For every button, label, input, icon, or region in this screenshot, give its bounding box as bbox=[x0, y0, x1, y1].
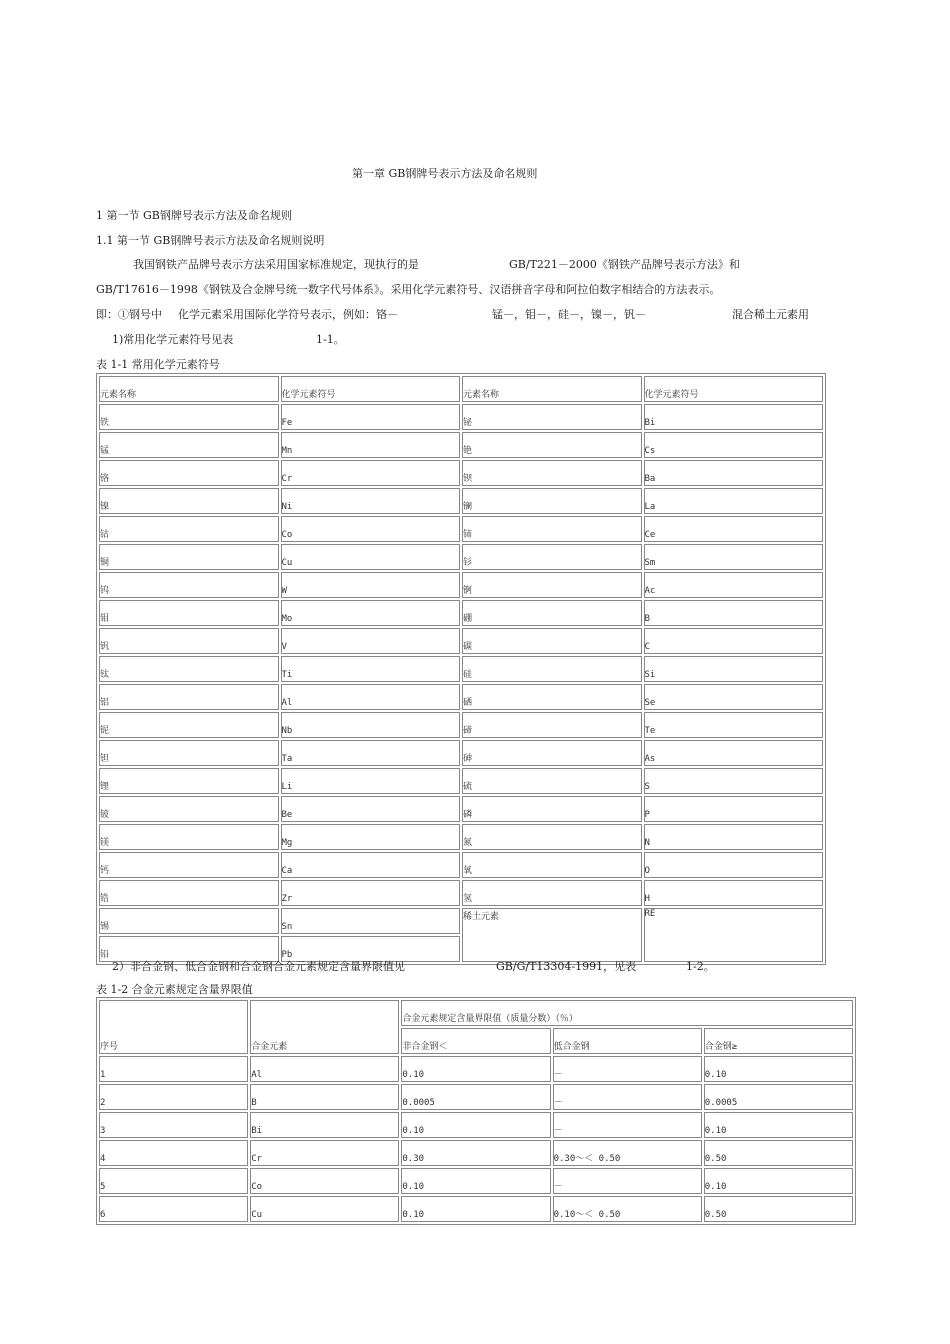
table-cell: 磷 bbox=[462, 796, 642, 822]
table-cell: 钡 bbox=[462, 460, 642, 486]
table-cell: 铜 bbox=[99, 544, 279, 570]
table-cell: Co bbox=[250, 1168, 399, 1194]
header-cell: 非合金钢＜ bbox=[401, 1028, 550, 1054]
table-cell: － bbox=[553, 1168, 702, 1194]
table-cell: 0.10 bbox=[401, 1196, 550, 1222]
header-cell: 化学元素符号 bbox=[281, 376, 461, 402]
table-cell: Cr bbox=[250, 1140, 399, 1166]
table-row bbox=[99, 1168, 853, 1194]
table-row bbox=[99, 684, 823, 710]
header-cell: 合金元素规定含量界限值（质量分数）（％） bbox=[401, 1000, 853, 1026]
table-cell: Pb bbox=[281, 936, 461, 962]
table-cell: 锕 bbox=[462, 572, 642, 598]
table-cell: 铝 bbox=[99, 684, 279, 710]
table-cell: Al bbox=[250, 1056, 399, 1082]
table-cell: Co bbox=[281, 516, 461, 542]
table1-caption: 表 1-1 常用化学元素符号 bbox=[96, 358, 220, 371]
table-cell: Ba bbox=[644, 460, 824, 486]
paragraph-1a: 我国钢铁产品牌号表示方法采用国家标准规定，现执行的是 bbox=[133, 258, 419, 271]
header-cell: 序号 bbox=[99, 1000, 248, 1054]
table-cell: 钽 bbox=[99, 740, 279, 766]
table-cell: 0.50 bbox=[704, 1140, 853, 1166]
table-cell: 钒 bbox=[99, 628, 279, 654]
table-cell: Zr bbox=[281, 880, 461, 906]
table-cell: 0.10～＜ 0.50 bbox=[553, 1196, 702, 1222]
table-cell: 0.10 bbox=[401, 1168, 550, 1194]
table-cell: Te bbox=[644, 712, 824, 738]
table-cell: 0.30 bbox=[401, 1140, 550, 1166]
table-row bbox=[99, 628, 823, 654]
table-row bbox=[99, 768, 823, 794]
table-cell: Nb bbox=[281, 712, 461, 738]
table-cell: As bbox=[644, 740, 824, 766]
paragraph-2: GB/T17616－1998《钢铁及合金牌号统一数字代号体系》。采用化学元素符号、汉语拼音字母和阿拉伯数字相结合的方法表示。 bbox=[96, 283, 721, 296]
table-cell: RE bbox=[644, 908, 824, 962]
table-cell: Al bbox=[281, 684, 461, 710]
table-header-row bbox=[99, 376, 823, 402]
table-cell: Sm bbox=[644, 544, 824, 570]
table-cell: 铬 bbox=[99, 460, 279, 486]
table-cell: 碳 bbox=[462, 628, 642, 654]
table-cell: 砷 bbox=[462, 740, 642, 766]
table-cell: Ca bbox=[281, 852, 461, 878]
table-cell: 0.0005 bbox=[704, 1084, 853, 1110]
table-cell: 4 bbox=[99, 1140, 248, 1166]
page-title: 第一章 GB钢牌号表示方法及命名规则 bbox=[352, 167, 538, 180]
paragraph-3a: 即：①钢号中 bbox=[96, 308, 162, 321]
element-symbol-table bbox=[96, 373, 826, 965]
table-cell: 钼 bbox=[99, 600, 279, 626]
alloy-limit-table bbox=[96, 997, 856, 1225]
paragraph-5c: 1-2。 bbox=[686, 960, 715, 973]
table-row bbox=[99, 656, 823, 682]
table-cell: Bi bbox=[644, 404, 824, 430]
table-cell: 锂 bbox=[99, 768, 279, 794]
table-cell: 硅 bbox=[462, 656, 642, 682]
table-cell: 氧 bbox=[462, 852, 642, 878]
paragraph-4b: 1-1。 bbox=[316, 333, 345, 346]
table-cell: S bbox=[644, 768, 824, 794]
table-cell: 0.10 bbox=[704, 1168, 853, 1194]
table-row bbox=[99, 544, 823, 570]
table-row bbox=[99, 460, 823, 486]
paragraph-4a: 1)常用化学元素符号见表 bbox=[112, 333, 234, 346]
table-cell: 0.0005 bbox=[401, 1084, 550, 1110]
table-cell: 0.10 bbox=[704, 1056, 853, 1082]
table-cell: Ti bbox=[281, 656, 461, 682]
table2-caption: 表 1-2 合金元素规定含量界限值 bbox=[96, 983, 253, 996]
table-cell: Cu bbox=[250, 1196, 399, 1222]
table-cell: 钙 bbox=[99, 852, 279, 878]
table-row bbox=[99, 1140, 853, 1166]
paragraph-1b: GB/T221－2000《钢铁产品牌号表示方法》和 bbox=[509, 258, 740, 271]
table-cell: 0.50 bbox=[704, 1196, 853, 1222]
table-row bbox=[99, 852, 823, 878]
table-cell: － bbox=[553, 1112, 702, 1138]
table-cell: 钛 bbox=[99, 656, 279, 682]
table-cell: 碲 bbox=[462, 712, 642, 738]
table-cell: 铋 bbox=[462, 404, 642, 430]
table-row bbox=[99, 880, 823, 906]
header-cell: 元素名称 bbox=[462, 376, 642, 402]
table-cell: 0.10 bbox=[401, 1112, 550, 1138]
table-cell: 锡 bbox=[99, 908, 279, 934]
paragraph-3c: 锰－，钼－，硅－，镍－，钒－ bbox=[492, 308, 646, 321]
table-cell: － bbox=[553, 1084, 702, 1110]
table-cell: Si bbox=[644, 656, 824, 682]
table-cell: La bbox=[644, 488, 824, 514]
table-cell: W bbox=[281, 572, 461, 598]
paragraph-3d: 混合稀土元素用 bbox=[732, 308, 809, 321]
table-row bbox=[99, 404, 823, 430]
table-cell: Mg bbox=[281, 824, 461, 850]
table-cell: 铈 bbox=[462, 516, 642, 542]
table-cell: Ce bbox=[644, 516, 824, 542]
table-cell: 铍 bbox=[99, 796, 279, 822]
table-cell: Ac bbox=[644, 572, 824, 598]
table-row bbox=[99, 1112, 853, 1138]
table-cell: 氢 bbox=[462, 880, 642, 906]
table-cell: － bbox=[553, 1056, 702, 1082]
table-cell: Cr bbox=[281, 460, 461, 486]
table-cell: Fe bbox=[281, 404, 461, 430]
heading-section-1-1: 1.1 第一节 GB钢牌号表示方法及命名规则说明 bbox=[96, 234, 325, 247]
table-cell: 0.10 bbox=[401, 1056, 550, 1082]
table-cell: Se bbox=[644, 684, 824, 710]
table-row bbox=[99, 712, 823, 738]
table-row bbox=[99, 740, 823, 766]
table-cell: 镁 bbox=[99, 824, 279, 850]
table-cell: Sn bbox=[281, 908, 461, 934]
table-cell: Ta bbox=[281, 740, 461, 766]
table-cell: 6 bbox=[99, 1196, 248, 1222]
header-cell: 低合金钢 bbox=[553, 1028, 702, 1054]
table-cell: P bbox=[644, 796, 824, 822]
table-cell: 铌 bbox=[99, 712, 279, 738]
table-cell: Mo bbox=[281, 600, 461, 626]
table-cell: 钐 bbox=[462, 544, 642, 570]
table-cell: 氮 bbox=[462, 824, 642, 850]
table-cell: Mn bbox=[281, 432, 461, 458]
table-cell: O bbox=[644, 852, 824, 878]
table-row bbox=[99, 516, 823, 542]
paragraph-3b: 化学元素采用国际化学符号表示，例如：铬－ bbox=[178, 308, 398, 321]
table-row bbox=[99, 488, 823, 514]
table-row bbox=[99, 432, 823, 458]
table-cell: Be bbox=[281, 796, 461, 822]
table-row bbox=[99, 1056, 853, 1082]
header-cell: 元素名称 bbox=[99, 376, 279, 402]
table-cell: Ni bbox=[281, 488, 461, 514]
table-cell: 铯 bbox=[462, 432, 642, 458]
table-cell: V bbox=[281, 628, 461, 654]
table-cell: 镍 bbox=[99, 488, 279, 514]
table-cell: Cu bbox=[281, 544, 461, 570]
table-row bbox=[99, 796, 823, 822]
table-row bbox=[99, 1196, 853, 1222]
table-header-row bbox=[99, 1000, 853, 1026]
table-row bbox=[99, 908, 823, 934]
table-cell: 锆 bbox=[99, 880, 279, 906]
table-row bbox=[99, 1084, 853, 1110]
table-cell: 0.30～＜ 0.50 bbox=[553, 1140, 702, 1166]
table-cell: 5 bbox=[99, 1168, 248, 1194]
table-cell: 硒 bbox=[462, 684, 642, 710]
table-cell: Li bbox=[281, 768, 461, 794]
table-cell: 钨 bbox=[99, 572, 279, 598]
table-cell: 锰 bbox=[99, 432, 279, 458]
table-cell: H bbox=[644, 880, 824, 906]
table-cell: 钴 bbox=[99, 516, 279, 542]
header-cell: 合金钢≥ bbox=[704, 1028, 853, 1054]
table-row bbox=[99, 600, 823, 626]
table-cell: 稀土元素 bbox=[462, 908, 642, 962]
table-cell: 铅 bbox=[99, 936, 279, 962]
table-cell: 硫 bbox=[462, 768, 642, 794]
table-cell: 镧 bbox=[462, 488, 642, 514]
paragraph-5b: GB/G/T13304-1991，见表 bbox=[496, 960, 637, 973]
table-cell: 2 bbox=[99, 1084, 248, 1110]
header-cell: 化学元素符号 bbox=[644, 376, 824, 402]
heading-section-1: 1 第一节 GB钢牌号表示方法及命名规则 bbox=[96, 209, 292, 222]
table-cell: N bbox=[644, 824, 824, 850]
table-cell: 0.10 bbox=[704, 1112, 853, 1138]
table-row bbox=[99, 824, 823, 850]
table-cell: 硼 bbox=[462, 600, 642, 626]
table-cell: 3 bbox=[99, 1112, 248, 1138]
table-row bbox=[99, 572, 823, 598]
table-cell: Bi bbox=[250, 1112, 399, 1138]
table-cell: C bbox=[644, 628, 824, 654]
table-cell: B bbox=[250, 1084, 399, 1110]
table-cell: 铁 bbox=[99, 404, 279, 430]
table-cell: B bbox=[644, 600, 824, 626]
paragraph-5a: 2）非合金钢、低合金钢和合金钢合金元素规定含量界限值见 bbox=[112, 960, 405, 973]
header-cell: 合金元素 bbox=[250, 1000, 399, 1054]
table-cell: Cs bbox=[644, 432, 824, 458]
table-cell: 1 bbox=[99, 1056, 248, 1082]
